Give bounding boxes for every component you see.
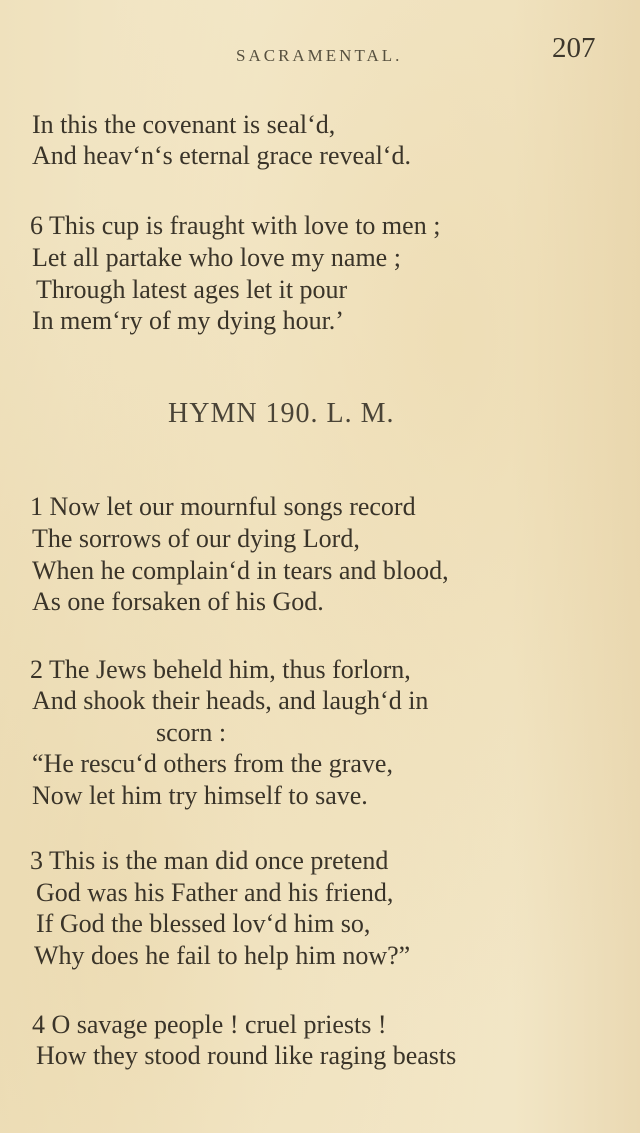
running-head: SACRAMENTAL. xyxy=(236,46,403,65)
verse-line: The sorrows of our dying Lord, xyxy=(32,524,360,553)
page-number: 207 xyxy=(552,32,596,64)
verse-line: In this the covenant is seal‘d, xyxy=(32,110,336,139)
verse-line: 6 This cup is fraught with love to men ; xyxy=(30,211,441,240)
verse-line: Let all partake who love my name ; xyxy=(32,243,401,272)
verse-line: 3 This is the man did once pretend xyxy=(30,846,389,875)
verse-line: 4 O savage people ! cruel priests ! xyxy=(32,1010,387,1039)
verse-line: 1 Now let our mournful songs record xyxy=(30,492,416,521)
verse-line: scorn : xyxy=(156,718,227,747)
verse-line: And shook their heads, and laugh‘d in xyxy=(32,686,429,715)
verse-line: As one forsaken of his God. xyxy=(32,587,324,616)
verse-line: And heav‘n‘s eternal grace reveal‘d. xyxy=(32,141,411,170)
hymn-title: HYMN 190. L. M. xyxy=(168,398,395,429)
verse-line: In mem‘ry of my dying hour.’ xyxy=(32,306,344,335)
verse-line: “He rescu‘d others from the grave, xyxy=(32,749,393,778)
verse-line: 2 The Jews beheld him, thus forlorn, xyxy=(30,655,411,684)
verse-line: Why does he fail to help him now?” xyxy=(34,941,411,970)
verse-line: How they stood round like raging beasts xyxy=(36,1041,457,1070)
verse-line: If God the blessed lov‘d him so, xyxy=(36,909,371,938)
verse-line: When he complain‘d in tears and blood, xyxy=(32,556,449,585)
verse-line: God was his Father and his friend, xyxy=(36,878,394,907)
verse-line: Now let him try himself to save. xyxy=(32,781,368,810)
verse-line: Through latest ages let it pour xyxy=(36,275,348,304)
